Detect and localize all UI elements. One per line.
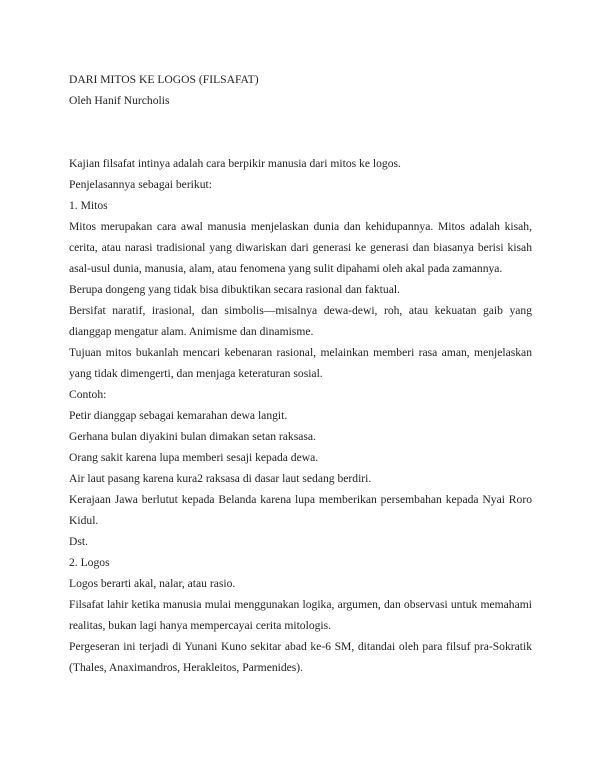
text-line: Logos berarti akal, nalar, atau rasio. (69, 577, 236, 590)
text-line: Kajian filsafat intinya adalah cara berpikir manusia dari mitos ke logos. (69, 157, 401, 170)
text-line: Air laut pasang karena kura2 raksasa di dasar laut sedang berdiri. (69, 472, 372, 485)
text-line: Tujuan mitos bukanlah mencari kebenaran rasional, melainkan memberi rasa aman, menjelaskan (69, 346, 532, 359)
text-line: Contoh: (69, 388, 107, 401)
text-line: 2. Logos (69, 556, 110, 569)
document-body (69, 153, 532, 678)
document-author: Oleh Hanif Nurcholis (69, 94, 170, 107)
text-line: Filsafat lahir ketika manusia mulai menggunakan logika, argumen, dan observasi untuk memahami (69, 598, 532, 611)
text-line: Petir dianggap sebagai kemarahan dewa langit. (69, 409, 288, 422)
text-line: Penjelasannya sebagai berikut: (69, 178, 212, 191)
text-line: realitas, bukan lagi hanya mempercayai cerita mitologis. (69, 619, 332, 632)
text-line: Pergeseran ini terjadi di Yunani Kuno sekitar abad ke-6 SM, ditandai oleh para filsuf pra-Sokratik (69, 640, 532, 653)
text-line: Bersifat naratif, irasional, dan simbolis—misalnya dewa-dewi, roh, atau kekuatan gaib yang (69, 304, 532, 317)
text-line: Kidul. (69, 514, 99, 527)
text-line: Orang sakit karena lupa memberi sesaji kepada dewa. (69, 451, 319, 464)
text-line: Dst. (69, 535, 89, 548)
text-line: asal-usul dunia, manusia, alam, atau fenomena yang sulit dipahami oleh akal pada zamannya. (69, 262, 503, 275)
text-line: Berupa dongeng yang tidak bisa dibuktikan secara rasional dan faktual. (69, 283, 400, 296)
text-line: Kerajaan Jawa berlutut kepada Belanda karena lupa memberikan persembahan kepada Nyai Roro (69, 493, 532, 506)
text-line: Mitos merupakan cara awal manusia menjelaskan dunia dan kehidupannya. Mitos adalah kisah, (69, 220, 532, 233)
text-line: cerita, atau narasi tradisional yang diwariskan dari generasi ke generasi dan biasanya berisi kisah (69, 241, 532, 254)
text-line: dianggap mengatur alam. Animisme dan dinamisme. (69, 325, 314, 338)
text-line: 1. Mitos (69, 199, 108, 212)
text-line: yang tidak dimengerti, dan menjaga keteraturan sosial. (69, 367, 323, 380)
document-title: DARI MITOS KE LOGOS (FILSAFAT) (69, 73, 259, 86)
text-line: Gerhana bulan diyakini bulan dimakan setan raksasa. (69, 430, 316, 443)
text-line: (Thales, Anaximandros, Herakleitos, Parmenides). (69, 661, 304, 674)
document-content (69, 69, 532, 678)
